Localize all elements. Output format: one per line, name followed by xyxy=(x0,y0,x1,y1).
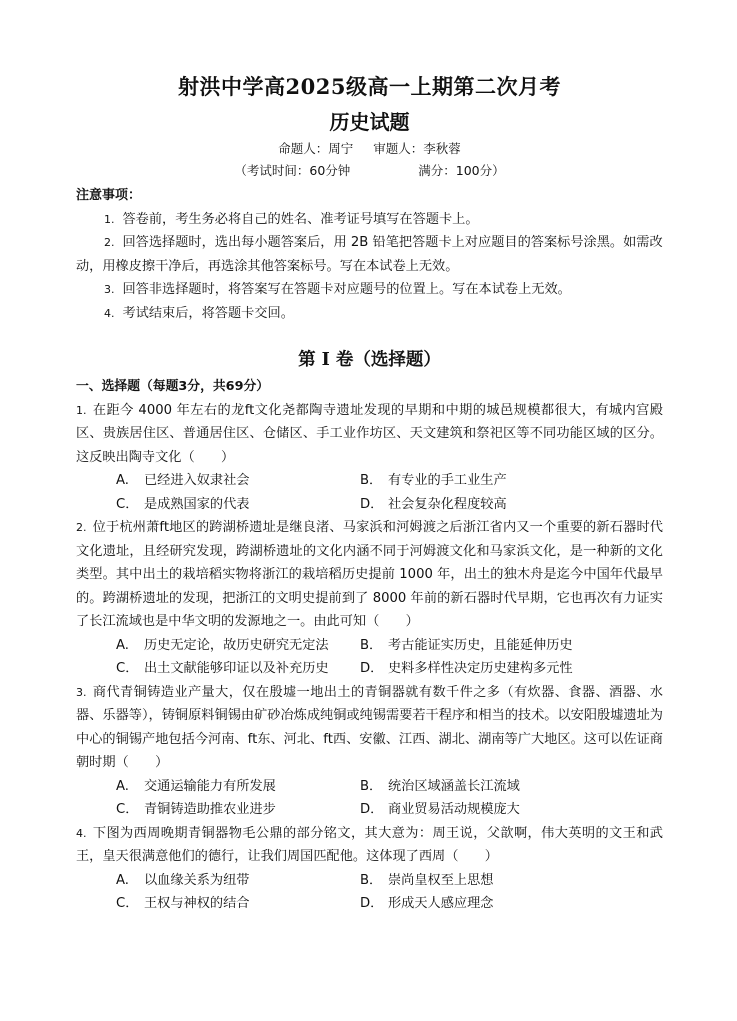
question-text: 在距今 4000 年左右的龙ft文化尧都陶寺遗址发现的早期和中期的城邑规模都很大，有城内宫殿区、贵族居住区、普通居住区、仓储区、手工业作坊区、天文建筑和祭祀区等不同功能区域的区分。这反映出陶寺文化（ ） xyxy=(76,402,663,465)
note-item xyxy=(76,208,663,232)
question-number: 2. xyxy=(76,521,87,534)
option-text: 有专业的手工业生产 xyxy=(388,473,507,488)
question-3 xyxy=(76,681,663,775)
time-label: （考试时间：60分钟 xyxy=(234,163,351,178)
option-text: 崇尚皇权至上思想 xyxy=(388,872,494,888)
option-text: 交通运输能力有所发展 xyxy=(144,778,276,794)
reviewer-label: 审题人：李秋蓉 xyxy=(373,141,461,156)
option-letter: C． xyxy=(116,661,139,676)
question-text: 商代青铜铸造业产量大，仅在殷墟一地出土的青铜器就有数千件之多（有炊器、食器、酒器、水器、乐器等），铸铜原料铜锡由矿砂冶炼成纯铜或纯锡需要若干程序和相当的技术。以安阳殷墟遗址为中心的铜锡产地包括今河南、ft东、河北、ft西、安徽、江西、湖北、湖南等广大地区。这可以佐证商朝时期（ ） xyxy=(76,684,663,770)
option-letter: A. xyxy=(116,778,129,794)
option-text: 是成熟国家的代表 xyxy=(144,496,250,512)
option-b[interactable] xyxy=(360,634,660,658)
exam-title: 射洪中学高2025级高一上期第二次月考 xyxy=(178,74,561,99)
question-2-options xyxy=(76,634,663,681)
option-d[interactable] xyxy=(360,892,660,916)
option-text: 统治区域涵盖长江流域 xyxy=(388,778,520,794)
score-label: 满分：100分） xyxy=(418,163,505,178)
section-title: 第 I 卷（选择题） xyxy=(298,350,441,370)
question-text: 位于杭州萧ft地区的跨湖桥遗址是继良渚、马家浜和河姆渡之后浙江省内又一个重要的新石器时代文化遗址，且经研究发现，跨湖桥遗址的文化内涵不同于河姆渡文化和马家浜文化，是一种新的文化类型。其中出土的栽培稻实物将浙江的栽培稻历史提前 1000 年，出土的独木舟是迄今中国年代最早的。跨湖桥遗址的发现，把浙江的文明史提前到了 8000 年前的新石器时代早期，它也再次有力证实了长江流域也是中华文明的发源地之一。由此可知（ ） xyxy=(76,520,663,629)
option-letter: D． xyxy=(360,802,384,817)
question-number: 1. xyxy=(76,403,87,417)
option-text: 史料多样性决定历史建构多元性 xyxy=(388,661,573,676)
question-number: 3. xyxy=(76,685,87,699)
option-text: 商业贸易活动规模庞大 xyxy=(388,802,520,817)
exam-duration xyxy=(76,160,663,182)
option-text: 形成天人感应理念 xyxy=(388,896,494,911)
note-item xyxy=(76,231,663,278)
question-text: 下图为西周晚期青铜器物毛公鼎的部分铭文，其大意为：周王说，父歆啊，伟大英明的文王和武王，皇天很满意他们的德行，让我们周国匹配他。这体现了西周（ ） xyxy=(76,825,663,864)
note-number: 2. xyxy=(104,236,115,249)
notes-list xyxy=(76,208,663,326)
note-text: 考试结束后，将答题卡交回。 xyxy=(122,305,294,321)
option-b[interactable] xyxy=(360,775,660,799)
option-a[interactable] xyxy=(116,869,360,893)
option-letter: C． xyxy=(116,496,139,512)
option-a[interactable] xyxy=(116,469,360,493)
option-letter: D． xyxy=(360,496,384,512)
option-letter: D． xyxy=(360,896,384,911)
notes-title: 注意事项： xyxy=(76,188,142,203)
question-4-options xyxy=(76,869,663,916)
note-number: 4. xyxy=(104,306,115,320)
setter-label: 命题人：周宁 xyxy=(278,141,354,156)
part-heading: 一、选择题（每题3分，共69分） xyxy=(76,379,270,394)
note-text: 答卷前，考生务必将自己的姓名、准考证号填写在答题卡上。 xyxy=(122,211,479,227)
option-letter: B． xyxy=(360,637,383,653)
option-d[interactable] xyxy=(360,657,660,681)
option-d[interactable] xyxy=(360,493,660,517)
option-b[interactable] xyxy=(360,869,660,893)
question-1-options xyxy=(76,469,663,516)
option-letter: C． xyxy=(116,802,139,817)
question-1 xyxy=(76,399,663,470)
note-number: 1. xyxy=(104,212,115,226)
option-c[interactable] xyxy=(116,657,360,681)
option-c[interactable] xyxy=(116,798,360,822)
option-text: 历史无定论，故历史研究无定法 xyxy=(144,637,329,653)
option-text: 已经进入奴隶社会 xyxy=(144,473,250,488)
question-number: 4. xyxy=(76,826,87,840)
option-text: 社会复杂化程度较高 xyxy=(388,496,507,512)
option-text: 以血缘关系为纽带 xyxy=(144,872,250,888)
question-4 xyxy=(76,822,663,869)
option-letter: A. xyxy=(116,473,129,488)
option-text: 王权与神权的结合 xyxy=(144,896,250,911)
option-letter: A. xyxy=(116,872,129,888)
option-letter: B． xyxy=(360,872,383,888)
option-d[interactable] xyxy=(360,798,660,822)
option-letter: B． xyxy=(360,473,383,488)
option-c[interactable] xyxy=(116,493,360,517)
option-a[interactable] xyxy=(116,634,360,658)
option-text: 出土文献能够印证以及补充历史 xyxy=(144,661,329,676)
exam-authors xyxy=(76,138,663,160)
note-text: 回答非选择题时，将答案写在答题卡对应题号的位置上。写在本试卷上无效。 xyxy=(122,282,571,297)
note-item xyxy=(76,278,663,302)
note-item xyxy=(76,302,663,326)
question-3-options xyxy=(76,775,663,822)
option-b[interactable] xyxy=(360,469,660,493)
option-letter: C． xyxy=(116,896,139,911)
question-2 xyxy=(76,516,663,634)
option-letter: D． xyxy=(360,661,384,676)
exam-subject: 历史试题 xyxy=(329,110,410,134)
option-c[interactable] xyxy=(116,892,360,916)
option-a[interactable] xyxy=(116,775,360,799)
option-letter: B． xyxy=(360,778,383,794)
option-letter: A. xyxy=(116,637,129,653)
option-text: 考古能证实历史，且能延伸历史 xyxy=(388,637,573,653)
note-text: 回答选择题时，选出每小题答案后，用 2B 铅笔把答题卡上对应题目的答案标号涂黑。如需改动，用橡皮擦干净后，再选涂其他答案标号。写在本试卷上无效。 xyxy=(76,235,663,274)
note-number: 3. xyxy=(104,283,115,296)
option-text: 青铜铸造助推农业进步 xyxy=(144,802,276,817)
